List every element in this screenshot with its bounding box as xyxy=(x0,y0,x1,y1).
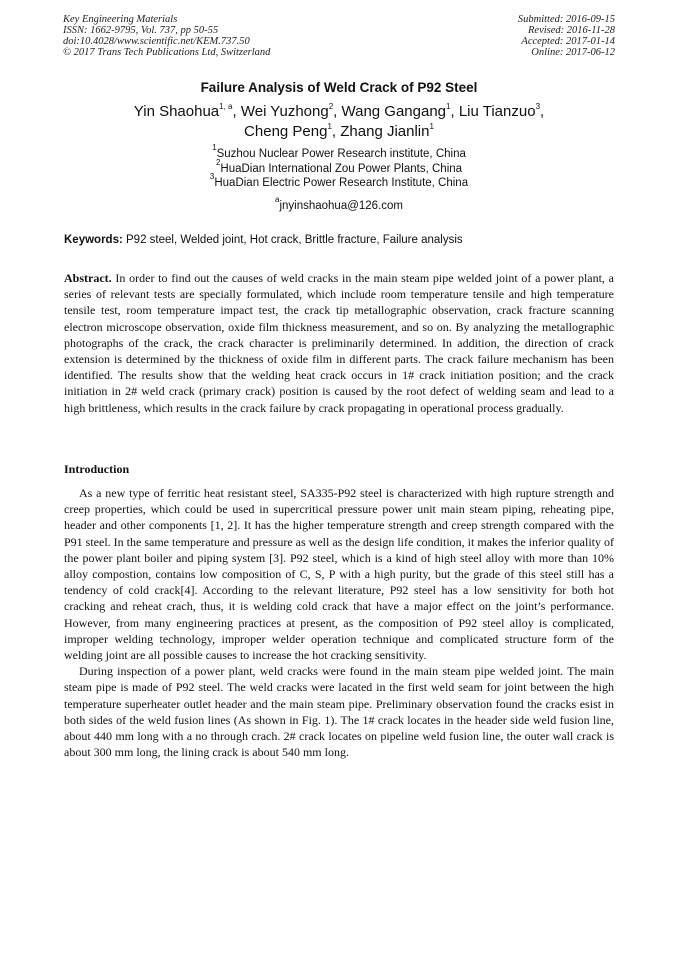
author-email: $^a$jnyinshaohua@126.com xyxy=(274,195,403,212)
author: Liu Tianzuo$^3$, xyxy=(458,102,545,120)
introduction-heading: Introduction xyxy=(64,462,130,476)
author: Zhang Jianlin$^1$ xyxy=(340,122,434,140)
online-date: Online: 2017-06-12 xyxy=(531,47,615,58)
author: Wei Yuzhong$^2$, xyxy=(240,102,342,120)
affiliation: $^2$HuaDian International Zou Power Plants, China xyxy=(215,157,463,175)
abstract-label: Abstract. xyxy=(64,271,112,285)
author: Cheng Peng$^1$, xyxy=(244,122,341,140)
affiliation-list xyxy=(0,143,678,191)
affiliation: $^3$HuaDian Electric Power Research Institute, China xyxy=(209,172,469,189)
revised-date: Revised: 2016-11-28 xyxy=(528,25,615,36)
issn-line: ISSN: 1662-9795, Vol. 737, pp 50-55 xyxy=(63,25,219,36)
paper-title: Failure Analysis of Weld Crack of P92 Steel xyxy=(200,80,478,95)
submitted-date: Submitted: 2016-09-15 xyxy=(517,14,615,25)
keywords xyxy=(64,234,616,246)
author-list xyxy=(60,102,618,142)
introduction-body xyxy=(64,485,614,760)
keywords-text: P92 steel, Welded joint, Hot crack, Brittle fracture, Failure analysis xyxy=(126,234,463,246)
abstract xyxy=(64,270,614,416)
author: Wang Gangang$^1$, xyxy=(341,102,459,120)
journal-header-left xyxy=(63,14,270,58)
paragraph: As a new type of ferritic heat resistant steel, SA335-P92 steel is characterized with high rupture strength and creep properties, which could be used in supercritical pressure power unit main steam piping, reheating pipe, header and other components [1, 2]. It has the higher temperature strength and creep strength compared with the P91 steel. In the same temperature and pressure as well as the design life condition, it makes the inferior quality of the power plant boiler and piping system [3]. P92 steel, which is a kind of high steel alloy with more than 10% alloy compostion, contains low composition of C, S, P with a high purity, but the grade of this steel still has a tendency of cold crack[4]. According to the relevant literature, P92 steel has a low sensitivity for both hot cracking and reheat crach, thus, it is welding cold crack that have a major effect on the joint’s performance. However, from many engineering practices at present, as the composition of P92 steel alloy is complicated, improper welding technology, improper welder operation technique and complicated structure form of the welding joint are all possible causes to increase the hot cracking sensitivity. xyxy=(64,486,614,663)
keywords-label: Keywords: xyxy=(64,234,123,246)
journal-name: Key Engineering Materials xyxy=(63,14,178,25)
journal-header-right xyxy=(518,14,615,58)
copyright-line: © 2017 Trans Tech Publications Ltd, Switzerland xyxy=(63,47,271,58)
author: Yin Shaohua$^{1, a}$, xyxy=(133,102,241,120)
paragraph: During inspection of a power plant, weld cracks were found in the main steam pipe welded joint. The main steam pipe is made of P92 steel. The weld cracks were lacated in the first weld seam for joint between the high temperature superheater outlet header and the main steam pipe. Preliminary observation found the cracks esist in both sides of the weld fusion lines (As shown in Fig. 1). The 1# crack locates in the header side weld fusion line, about 440 mm long with a no through crach. 2# crack locates on pipeline weld fusion line, the outer wall crack is about 300 mm long, the lining crack is about 540 mm long. xyxy=(64,664,614,760)
abstract-text: In order to find out the causes of weld cracks in the main steam pipe welded joint of a power plant, a series of relevant tests are specially formulated, which include room temperature tensile and high temperature tensile test, room temperature impact test, the crack tip metallographic observation, crack fracture scanning electron microscope observation, oxide film thickness measurement, and so on. By analyzing the metallographic photographs of the crack, the crack character is preliminarily determined. In addition, the direction of crack extension is determined by the thickness of oxide film in different parts. The crack failure mechanism has been identified. The results show that the welding heat crack occurs in 1# crack initiation position; and the crack initiation in 2# weld crack (primary crack) position is caused by the root defect of welding seam and lead to a high brittleness, which results in the crack failure by crack propagating in operational process gradually. xyxy=(64,271,614,415)
accepted-date: Accepted: 2017-01-14 xyxy=(521,36,615,47)
doi-line: doi:10.4028/www.scientific.net/KEM.737.50 xyxy=(63,36,250,47)
affiliation: $^1$Suzhou Nuclear Power Research institute, China xyxy=(212,143,466,160)
